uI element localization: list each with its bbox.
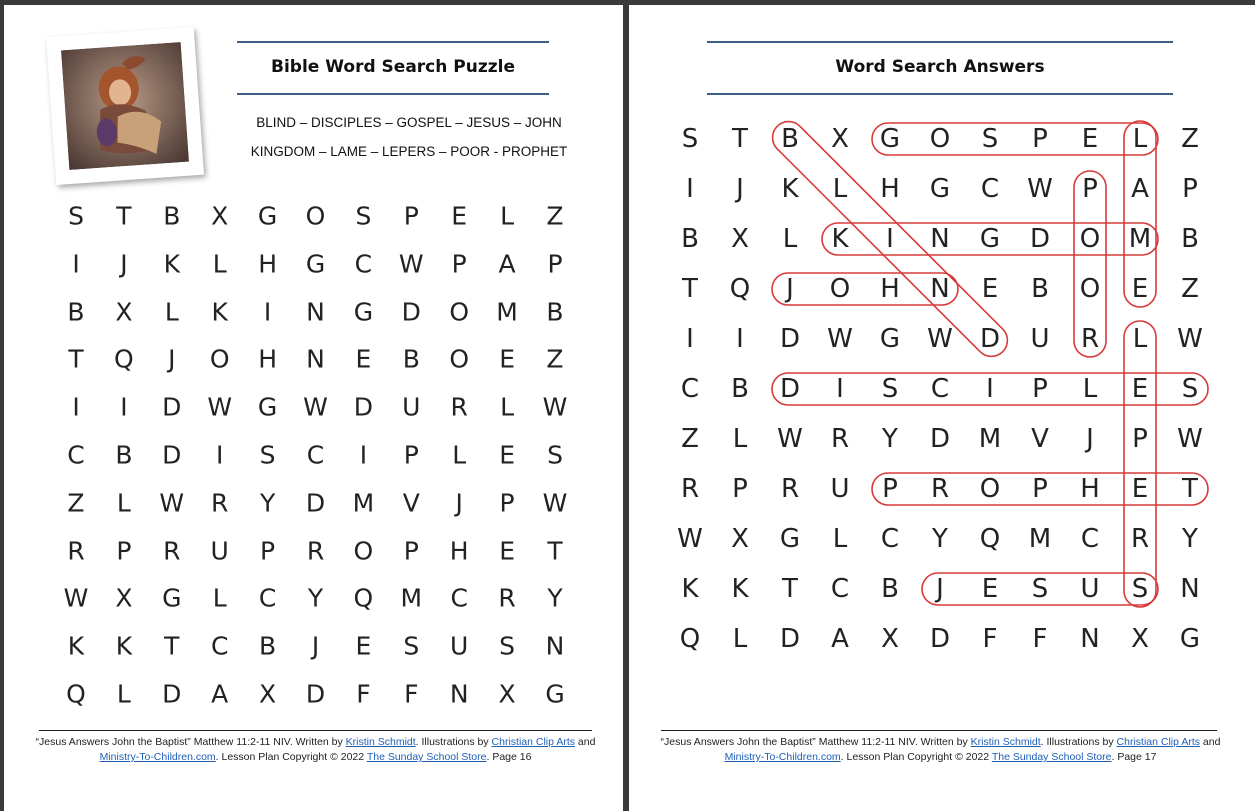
grid-letter: B (1031, 274, 1049, 304)
word-list-line-2: KINGDOM – LAME – LEPERS – POOR - PROPHET (250, 144, 568, 159)
title-rule-top (237, 41, 549, 43)
grid-letter: J (120, 249, 128, 279)
grid-letter: B (402, 344, 420, 374)
grid-letter: S (1131, 574, 1149, 604)
grid-letter: X (831, 124, 849, 154)
grid-letter: L (832, 174, 848, 204)
grid-letter: T (164, 631, 180, 661)
grid-letter: I (736, 324, 744, 354)
puzzle-page (4, 5, 623, 811)
grid-letter: W (542, 488, 568, 518)
grid-letter: G (162, 583, 182, 613)
grid-letter: I (216, 440, 224, 470)
page-number: . Page 16 (486, 751, 532, 763)
grid-letter: P (1132, 424, 1148, 454)
grid-letter: P (451, 249, 467, 279)
grid-letter: C (258, 583, 277, 613)
grid-letter: J (1086, 424, 1094, 454)
grid-letter: K (681, 574, 699, 604)
clip-arts-link[interactable]: Christian Clip Arts (491, 736, 575, 748)
grid-letter: B (546, 297, 564, 327)
grid-letter: U (450, 631, 469, 661)
grid-letter: L (500, 201, 515, 231)
grid-letter: H (258, 249, 277, 279)
grid-letter: P (1032, 474, 1048, 504)
grid-letter: P (403, 440, 419, 470)
grid-letter: G (257, 201, 278, 231)
grid-letter: Y (307, 583, 324, 613)
store-link[interactable]: The Sunday School Store (991, 751, 1112, 763)
grid-letter: U (402, 392, 421, 422)
grid-letter: E (499, 344, 515, 374)
grid-letter: O (449, 344, 470, 374)
grid-letter: L (212, 249, 227, 279)
grid-letter: W (398, 249, 424, 279)
grid-letter: C (67, 440, 85, 470)
grid-letter: W (159, 488, 185, 518)
grid-letter: L (452, 440, 467, 470)
grid-letter: Z (546, 344, 564, 374)
grid-letter: O (979, 474, 1001, 504)
grid-letter: H (1080, 474, 1100, 504)
grid-letter: I (686, 324, 694, 354)
grid-letter: E (1131, 474, 1149, 504)
grid-letter: G (779, 524, 801, 554)
grid-letter: Q (979, 524, 1001, 554)
grid-letter: S (881, 374, 899, 404)
grid-letter: M (1028, 524, 1052, 554)
grid-letter: S (499, 631, 516, 661)
grid-letter: P (403, 536, 419, 566)
grid-letter: M (496, 297, 518, 327)
ministry-link[interactable]: Ministry-To-Children.com (99, 751, 216, 763)
grid-letter: W (777, 424, 803, 454)
grid-letter: K (163, 249, 180, 279)
grid-letter: E (355, 631, 372, 661)
title-rule-top (707, 41, 1173, 43)
grid-letter: N (1080, 624, 1100, 654)
grid-letter: M (978, 424, 1002, 454)
grid-letter: B (681, 224, 699, 254)
grid-letter: L (116, 679, 131, 709)
footer-text: and (1200, 736, 1221, 748)
grid-letter: P (1032, 374, 1048, 404)
grid-letter: T (116, 201, 132, 231)
grid-letter: K (731, 574, 749, 604)
grid-letter: H (880, 174, 900, 204)
grid-letter: W (1177, 324, 1203, 354)
grid-letter: I (886, 224, 894, 254)
grid-letter: D (162, 392, 182, 422)
grid-letter: J (311, 631, 320, 661)
grid-letter: Z (1181, 124, 1199, 154)
grid-letter: L (732, 624, 748, 654)
grid-letter: I (263, 297, 272, 327)
footer-text: . Illustrations by (1040, 736, 1117, 748)
grid-letter: S (68, 201, 84, 231)
grid-letter: Q (729, 274, 751, 304)
grid-letter: O (305, 201, 326, 231)
grid-letter: P (260, 536, 276, 566)
grid-letter: J (786, 274, 794, 304)
title-rule-bottom (237, 93, 549, 95)
grid-letter: T (782, 574, 798, 604)
grid-letter: C (680, 374, 700, 404)
grid-letter: J (168, 344, 176, 374)
grid-letter: R (450, 392, 468, 422)
grid-letter: D (305, 488, 326, 518)
grid-letter: Y (1182, 524, 1198, 554)
grid-letter: N (930, 274, 950, 304)
footer-text: . Lesson Plan Copyright © 2022 (215, 751, 367, 763)
grid-letter: N (449, 679, 469, 709)
grid-letter: L (164, 297, 179, 327)
grid-letter: X (1131, 624, 1149, 654)
grid-letter: P (1032, 124, 1048, 154)
grid-letter: D (162, 679, 182, 709)
grid-letter: W (1177, 424, 1203, 454)
grid-letter: K (115, 631, 133, 661)
grid-letter: N (930, 224, 950, 254)
grid-letter: I (72, 392, 80, 422)
grid-letter: R (930, 474, 950, 504)
grid-letter: W (542, 392, 568, 422)
grid-letter: M (352, 488, 375, 518)
illustration-photo (46, 27, 204, 185)
page-footer (34, 735, 597, 765)
grid-letter: P (1082, 174, 1098, 204)
grid-letter: R (163, 536, 181, 566)
grid-letter: Y (259, 488, 276, 518)
ministry-link[interactable]: Ministry-To-Children.com (724, 751, 841, 763)
grid-letter: G (879, 124, 901, 154)
grid-letter: I (986, 374, 994, 404)
grid-letter: R (306, 536, 325, 566)
grid-letter: P (403, 201, 419, 231)
word-list-line-1: BLIND – DISCIPLES – GOSPEL – JESUS – JOHN (256, 115, 562, 130)
grid-letter: L (732, 424, 748, 454)
grid-letter: C (210, 631, 229, 661)
grid-letter: V (1031, 424, 1049, 454)
grid-letter: X (731, 524, 749, 554)
grid-letter: S (681, 124, 699, 154)
grid-letter: B (881, 574, 899, 604)
grid-letter: H (880, 274, 900, 304)
grid-letter: G (545, 679, 565, 709)
grid-letter: W (927, 324, 953, 354)
grid-letter: R (1130, 524, 1150, 554)
grid-letter: N (545, 631, 565, 661)
grid-letter: D (1029, 224, 1051, 254)
grid-letter: B (259, 631, 277, 661)
grid-letter: L (832, 524, 848, 554)
grid-letter: B (67, 297, 85, 327)
grid-letter: V (402, 488, 420, 518)
grid-letter: P (499, 488, 515, 518)
grid-letter: D (401, 297, 421, 327)
grid-letter: X (731, 224, 749, 254)
author-link[interactable]: Kristin Schmidt (345, 736, 416, 748)
grid-letter: D (162, 440, 182, 470)
grid-letter: T (732, 124, 748, 154)
grid-letter: Z (67, 488, 85, 518)
grid-letter: P (732, 474, 748, 504)
grid-letter: Q (114, 344, 134, 374)
grid-letter: G (1179, 624, 1201, 654)
grid-letter: E (981, 274, 999, 304)
grid-letter: O (829, 274, 851, 304)
grid-letter: L (116, 488, 131, 518)
grid-letter: Z (1181, 274, 1199, 304)
grid-letter: N (306, 344, 325, 374)
grid-letter: L (782, 224, 798, 254)
grid-letter: L (1132, 324, 1148, 354)
grid-letter: S (1031, 574, 1049, 604)
grid-letter: U (210, 536, 229, 566)
grid-letter: S (547, 440, 563, 470)
store-link[interactable]: The Sunday School Store (366, 751, 487, 763)
grid-letter: E (451, 201, 468, 231)
grid-letter: O (449, 297, 470, 327)
grid-letter: Y (547, 583, 563, 613)
page-title: Bible Word Search Puzzle (271, 57, 515, 77)
grid-letter: Z (681, 424, 699, 454)
grid-letter: C (354, 249, 373, 279)
grid-letter: E (981, 574, 999, 604)
grid-letter: X (211, 201, 229, 231)
grid-letter: D (929, 424, 951, 454)
grid-letter: D (979, 324, 1001, 354)
grid-letter: Z (546, 201, 564, 231)
grid-letter: I (120, 392, 128, 422)
grid-letter: S (259, 440, 276, 470)
grid-letter: R (780, 474, 800, 504)
grid-letter: F (1032, 624, 1048, 654)
grid-letter: S (981, 124, 999, 154)
grid-letter: X (498, 679, 516, 709)
grid-letter: H (258, 344, 277, 374)
answers-page (629, 5, 1255, 811)
grid-letter: K (781, 174, 799, 204)
grid-letter: G (929, 174, 951, 204)
grid-letter: A (831, 624, 849, 654)
grid-letter: R (830, 424, 850, 454)
grid-letter: T (682, 274, 698, 304)
grid-letter: X (115, 297, 133, 327)
grid-letter: M (400, 583, 423, 613)
grid-letter: C (830, 574, 850, 604)
grid-letter: C (930, 374, 950, 404)
grid-letter: J (736, 174, 744, 204)
grid-letter: E (1081, 124, 1099, 154)
grid-letter: W (1027, 174, 1053, 204)
grid-letter: Q (66, 679, 86, 709)
grid-letter: D (779, 374, 801, 404)
footer-text: . Lesson Plan Copyright © 2022 (840, 751, 992, 763)
grid-letter: F (404, 679, 419, 709)
grid-letter: Y (882, 424, 898, 454)
footer-text: “Jesus Answers John the Baptist” Matthew 11:2-11 NIV. Written by (660, 736, 971, 748)
grid-letter: B (163, 201, 181, 231)
grid-letter: O (1079, 274, 1101, 304)
grid-letter: F (982, 624, 998, 654)
grid-letter: D (779, 324, 801, 354)
grid-letter: W (827, 324, 853, 354)
footer-rule (661, 730, 1217, 731)
grid-letter: S (1181, 374, 1199, 404)
grid-letter: P (882, 474, 898, 504)
grid-letter: A (1131, 174, 1149, 204)
grid-letter: I (686, 174, 694, 204)
title-rule-bottom (707, 93, 1173, 95)
grid-letter: Q (679, 624, 701, 654)
grid-letter: D (929, 624, 951, 654)
grid-letter: C (880, 524, 900, 554)
grid-letter: G (305, 249, 326, 279)
grid-letter: O (209, 344, 230, 374)
grid-letter: A (211, 679, 229, 709)
author-link[interactable]: Kristin Schmidt (970, 736, 1041, 748)
grid-letter: O (929, 124, 951, 154)
grid-letter: P (116, 536, 132, 566)
grid-letter: A (498, 249, 516, 279)
grid-letter: H (449, 536, 469, 566)
grid-letter: O (353, 536, 374, 566)
grid-letter: U (1080, 574, 1100, 604)
grid-letter: R (1080, 324, 1100, 354)
grid-letter: G (257, 392, 278, 422)
grid-letter: X (115, 583, 133, 613)
grid-letter: L (1082, 374, 1098, 404)
grid-letter: P (1182, 174, 1198, 204)
grid-letter: I (836, 374, 844, 404)
grid-letter: E (499, 536, 515, 566)
illustration-image (61, 42, 189, 170)
grid-letter: T (547, 536, 563, 566)
grid-letter: B (781, 124, 799, 154)
grid-letter: B (1181, 224, 1199, 254)
footer-text: . Illustrations by (415, 736, 492, 748)
grid-letter: T (1182, 474, 1198, 504)
grid-letter: C (450, 583, 468, 613)
grid-letter: K (831, 224, 849, 254)
grid-letter: F (356, 679, 371, 709)
grid-letter: N (306, 297, 325, 327)
grid-letter: X (881, 624, 899, 654)
grid-letter: W (303, 392, 328, 422)
grid-letter: S (403, 631, 420, 661)
page-footer (659, 735, 1222, 765)
grid-letter: C (306, 440, 325, 470)
grid-letter: K (67, 631, 85, 661)
grid-letter: R (211, 488, 229, 518)
grid-letter: Q (353, 583, 374, 613)
grid-letter: E (1131, 374, 1149, 404)
clip-arts-link[interactable]: Christian Clip Arts (1116, 736, 1200, 748)
grid-letter: D (779, 624, 801, 654)
grid-letter: R (498, 583, 516, 613)
grid-letter: C (980, 174, 1000, 204)
grid-letter: D (305, 679, 326, 709)
grid-letter: K (211, 297, 228, 327)
grid-letter: Y (932, 524, 948, 554)
grid-letter: W (677, 524, 703, 554)
grid-letter: L (1132, 124, 1148, 154)
grid-letter: R (680, 474, 700, 504)
grid-letter: G (353, 297, 374, 327)
grid-letter: L (212, 583, 227, 613)
answer-oval-lepers (1124, 321, 1156, 607)
grid-letter: S (355, 201, 372, 231)
grid-letter: B (115, 440, 133, 470)
grid-letter: L (500, 392, 515, 422)
grid-letter: U (830, 474, 850, 504)
grid-letter: P (547, 249, 563, 279)
grid-letter: U (1030, 324, 1050, 354)
grid-letter: J (455, 488, 463, 518)
grid-letter: B (731, 374, 749, 404)
grid-letter: N (1180, 574, 1200, 604)
grid-letter: C (1080, 524, 1100, 554)
grid-letter: E (1131, 274, 1149, 304)
grid-letter: I (72, 249, 80, 279)
footer-rule (39, 730, 592, 731)
grid-letter: R (67, 536, 85, 566)
grid-letter: E (499, 440, 515, 470)
grid-letter: W (63, 583, 89, 613)
footer-text: and (575, 736, 596, 748)
grid-letter: E (355, 344, 372, 374)
grid-letter: T (68, 344, 84, 374)
grid-letter: G (879, 324, 901, 354)
grid-letter: D (353, 392, 374, 422)
grid-letter: W (207, 392, 233, 422)
grid-letter: I (359, 440, 368, 470)
footer-text: “Jesus Answers John the Baptist” Matthew 11:2-11 NIV. Written by (35, 736, 346, 748)
page-title: Word Search Answers (835, 57, 1045, 77)
grid-letter: O (1079, 224, 1101, 254)
grid-letter: J (936, 574, 944, 604)
grid-letter: M (1128, 224, 1152, 254)
grid-letter: G (979, 224, 1001, 254)
grid-letter: X (259, 679, 277, 709)
page-number: . Page 17 (1111, 751, 1157, 763)
